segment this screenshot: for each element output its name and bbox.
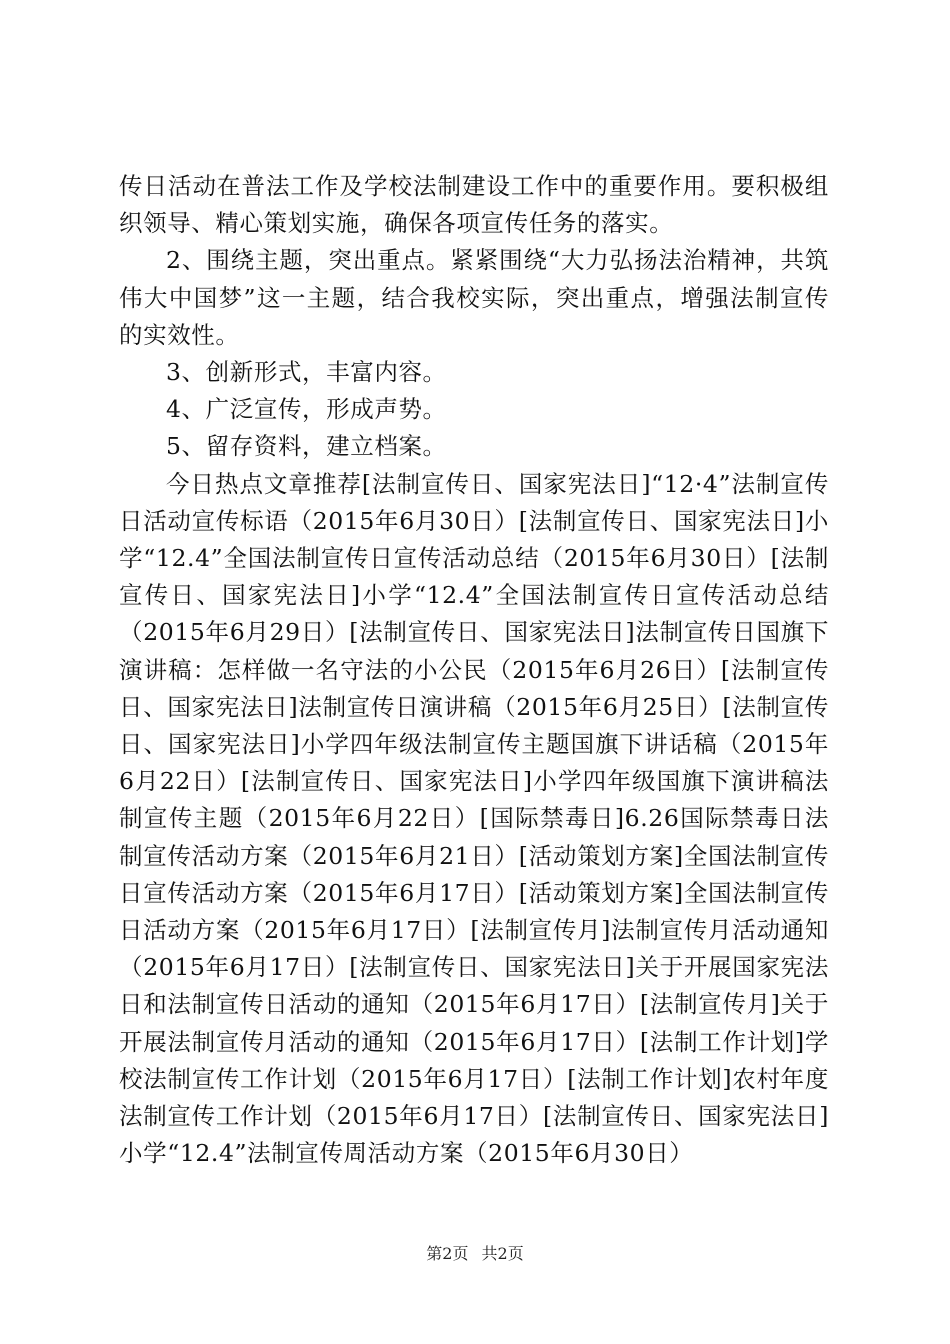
document-body	[119, 168, 829, 1172]
page-total: 共2页	[481, 1244, 524, 1263]
paragraph-recommended-articles: 今日热点文章推荐[法制宣传日、国家宪法日]“12·4”法制宣传日活动宣传标语（2015年6月30日）[法制宣传日、国家宪法日]小学“12.4”全国法制宣传日宣传活动总结（2015年6月30日）[法制宣传日、国家宪法日]小学“12.4”全国法制宣传日宣传活动总结（2015年6月29日）[法制宣传日、国家宪法日]法制宣传日国旗下演讲稿：怎样做一名守法的小公民（2015年6月26日）[法制宣传日、国家宪法日]法制宣传日演讲稿（2015年6月25日）[法制宣传日、国家宪法日]小学四年级法制宣传主题国旗下讲话稿（2015年6月22日）[法制宣传日、国家宪法日]小学四年级国旗下演讲稿法制宣传主题（2015年6月22日）[国际禁毒日]6.26国际禁毒日法制宣传活动方案（2015年6月21日）[活动策划方案]全国法制宣传日宣传活动方案（2015年6月17日）[活动策划方案]全国法制宣传日活动方案（2015年6月17日）[法制宣传月]法制宣传月活动通知（2015年6月17日）[法制宣传日、国家宪法日]关于开展国家宪法日和法制宣传日活动的通知（2015年6月17日）[法制宣传月]关于开展法制宣传月活动的通知（2015年6月17日）[法制工作计划]学校法制宣传工作计划（2015年6月17日）[法制工作计划]农村年度法制宣传工作计划（2015年6月17日）[法制宣传日、国家宪法日]小学“12.4”法制宣传周活动方案（2015年6月30日）	[119, 469, 829, 1168]
paragraph-innovate-form: 3、创新形式，丰富内容。	[166, 358, 447, 387]
paragraph-keep-records: 5、留存资料，建立档案。	[166, 432, 447, 461]
paragraph-wide-publicity: 4、广泛宣传，形成声势。	[166, 395, 447, 424]
page-footer	[0, 1244, 950, 1264]
paragraph-highlight-theme: 2、围绕主题，突出重点。紧紧围绕“大力弘扬法治精神，共筑伟大中国梦”这一主题，结合我校实际，突出重点，增强法制宣传的实效性。	[119, 246, 829, 349]
paragraph-continuation: 传日活动在普法工作及学校法制建设工作中的重要作用。要积极组织领导、精心策划实施，确保各项宣传任务的落实。	[119, 172, 829, 238]
page-number: 第2页	[426, 1244, 469, 1263]
